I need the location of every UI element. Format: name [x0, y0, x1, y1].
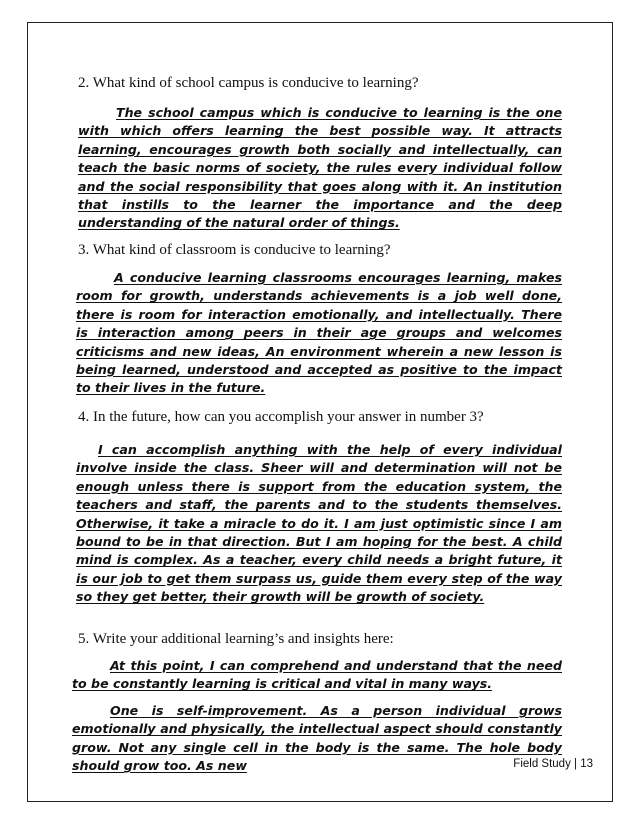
question-3: 3. What kind of classroom is conducive to learning? [78, 242, 391, 258]
question-4: 4. In the future, how can you accomplish your answer in number 3? [78, 409, 484, 425]
question-5: 5. Write your additional learning’s and insights here: [78, 631, 394, 647]
answer-5a [72, 657, 562, 694]
answer-2 [78, 104, 562, 233]
answer-3 [76, 269, 562, 398]
question-2: 2. What kind of school campus is conducive to learning? [78, 75, 419, 91]
page-footer: Field Study | 13 [513, 758, 593, 770]
answer-5b [72, 702, 562, 776]
answer-4-text: I can accomplish anything with the help of every individual involve inside the class. Sheer will and determination will not be enough unless there is support from the education system, the teachers and staff, the parents and to the students themselves. Otherwise, it take a miracle to do it. I am just optimistic since I am bound to be in that direction. But I am hoping for the best. A child mind is complex. As a teacher, every child needs a bright future, it is our job to get them surpass us, guide them every step of the way so they get better, their growth will be growth of society. [76, 442, 562, 605]
answer-5b-text: One is self-improvement. As a person individual grows emotionally and physically, the intellectual aspect should constantly grow. Not any single cell in the body is the same. The hole body should grow too. As new [72, 703, 562, 774]
answer-5a-text: At this point, I can comprehend and understand that the need to be constantly learning is critical and vital in many ways. [72, 658, 562, 692]
answer-4 [76, 441, 562, 607]
answer-2-text: The school campus which is conducive to learning is the one with which offers learning the best possible way. It attracts learning, encourages growth both socially and intellectually, can teach the basic norms of society, the rules every individual follow and the social responsibility that goes along with it. An institution that instills to the learner the importance and the deep understanding of the natural order of things. [78, 105, 562, 231]
answer-3-text: A conducive learning classrooms encourages learning, makes room for growth, understands achievements is a job well done, there is room for interaction emotionally, and intellectually. There is interaction among peers in their age groups and welcomes criticisms and new ideas, An environment wherein a new lesson is being learned, understood and accepted as positive to the impact to their lives in the future. [76, 270, 562, 396]
